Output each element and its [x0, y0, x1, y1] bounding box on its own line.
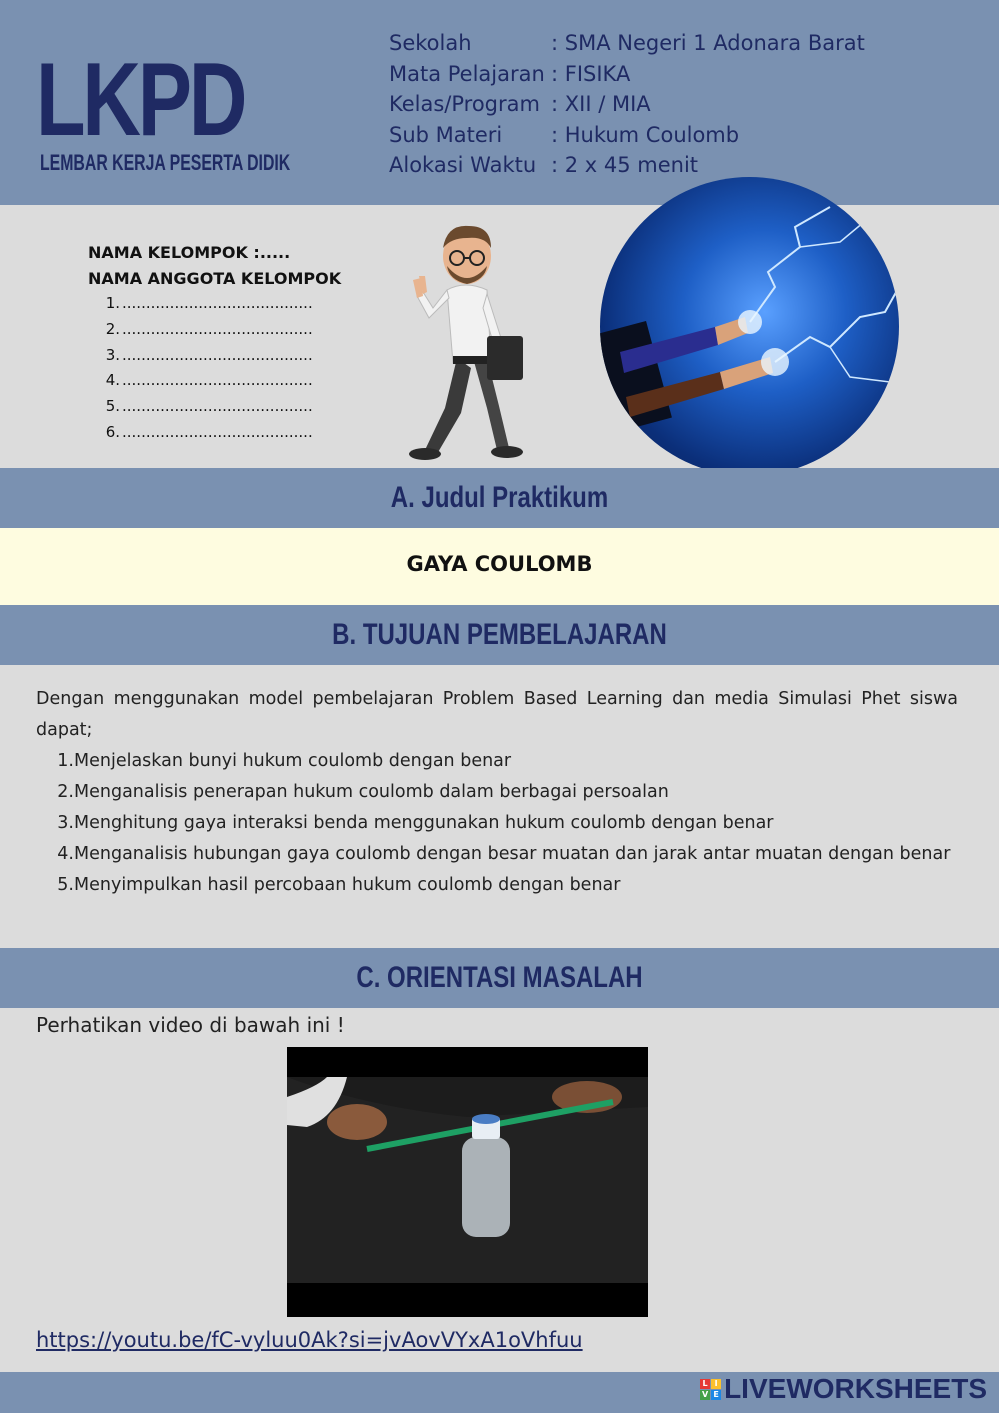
member-blank: ........................................ [122, 397, 313, 416]
lightning-illustration [600, 177, 899, 476]
info-label: Mata Pelajaran [389, 61, 545, 86]
liveworksheets-brand: LIVEWORKSHEETS [724, 1373, 987, 1404]
objective-item: 5. Menyimpulkan hasil percobaan hukum coulomb dengan benar [57, 875, 621, 895]
group-title [88, 240, 341, 292]
electric-wires-image [600, 177, 899, 476]
objective-item: 3. Menghitung gaya interaksi benda menggunakan hukum coulomb dengan benar [57, 813, 774, 833]
lkpd-logo-subtitle: LEMBAR KERJA PESERTA DIDIK [40, 150, 291, 175]
video-link[interactable]: https://youtu.be/fC-vyluu0Ak?si=jvAovVYxA1oVhfuu [36, 1328, 583, 1352]
objective-item: 4. Menganalisis hubungan gaya coulomb dengan besar muatan dan jarak antar muatan dengan benar [57, 844, 951, 864]
member-blank: ........................................ [122, 319, 313, 338]
objectives-intro: Dengan menggunakan model pembelajaran Problem Based Learning dan media Simulasi Phet siswa dapat; [36, 689, 958, 740]
learning-objectives [36, 684, 958, 901]
member-item: 6. ........................................ [100, 420, 313, 446]
teacher-illustration [395, 218, 535, 466]
member-blank: ........................................ [122, 422, 313, 441]
liveworksheets-icon: L I V E [700, 1379, 721, 1400]
experiment-video[interactable] [287, 1047, 648, 1317]
objective-item: 2. Menganalisis penerapan hukum coulomb dalam berbagai persoalan [57, 782, 669, 802]
member-item: 5. ........................................ [100, 394, 313, 420]
info-label: Sub Materi [389, 122, 503, 147]
info-value: : 2 x 45 menit [551, 153, 699, 177]
section-c-title: C. ORIENTASI MASALAH [356, 961, 643, 994]
section-a-title: A. Judul Praktikum [390, 481, 609, 514]
lkpd-logo: LKPD [36, 42, 245, 158]
member-item: 4. ........................................ [100, 368, 313, 394]
info-value: : Hukum Coulomb [551, 122, 740, 147]
info-label: Sekolah [389, 31, 472, 55]
info-value: : XII / MIA [551, 92, 651, 116]
section-b-header [0, 605, 999, 665]
video-frame [287, 1047, 648, 1317]
judul-text: GAYA COULOMB [406, 552, 593, 576]
section-a-header [0, 468, 999, 528]
info-label: Alokasi Waktu [389, 153, 537, 177]
member-blank: ........................................ [122, 294, 313, 312]
section-c-header [0, 948, 999, 1008]
member-blank: ........................................ [122, 345, 313, 364]
info-value: : SMA Negeri 1 Adonara Barat [551, 31, 865, 55]
info-label: Kelas/Program [389, 92, 540, 116]
member-item: 2. ........................................ [100, 317, 313, 343]
video-instruction: Perhatikan video di bawah ini ! [36, 1013, 345, 1037]
member-blank: ........................................ [122, 371, 313, 390]
group-members-label: NAMA ANGGOTA KELOMPOK [88, 269, 342, 288]
objectives-list [36, 746, 958, 901]
member-list [100, 291, 313, 446]
liveworksheets-logo [700, 1373, 987, 1405]
judul-box [0, 528, 999, 605]
member-item: 3. ........................................ [100, 343, 313, 369]
member-item: 1. ........................................ [100, 291, 313, 317]
section-b-title: B. TUJUAN PEMBELAJARAN [332, 618, 667, 651]
group-name-label: NAMA KELOMPOK :..... [88, 243, 291, 262]
objective-item: 1. Menjelaskan bunyi hukum coulomb dengan benar [57, 751, 512, 771]
info-value: : FISIKA [551, 61, 631, 86]
